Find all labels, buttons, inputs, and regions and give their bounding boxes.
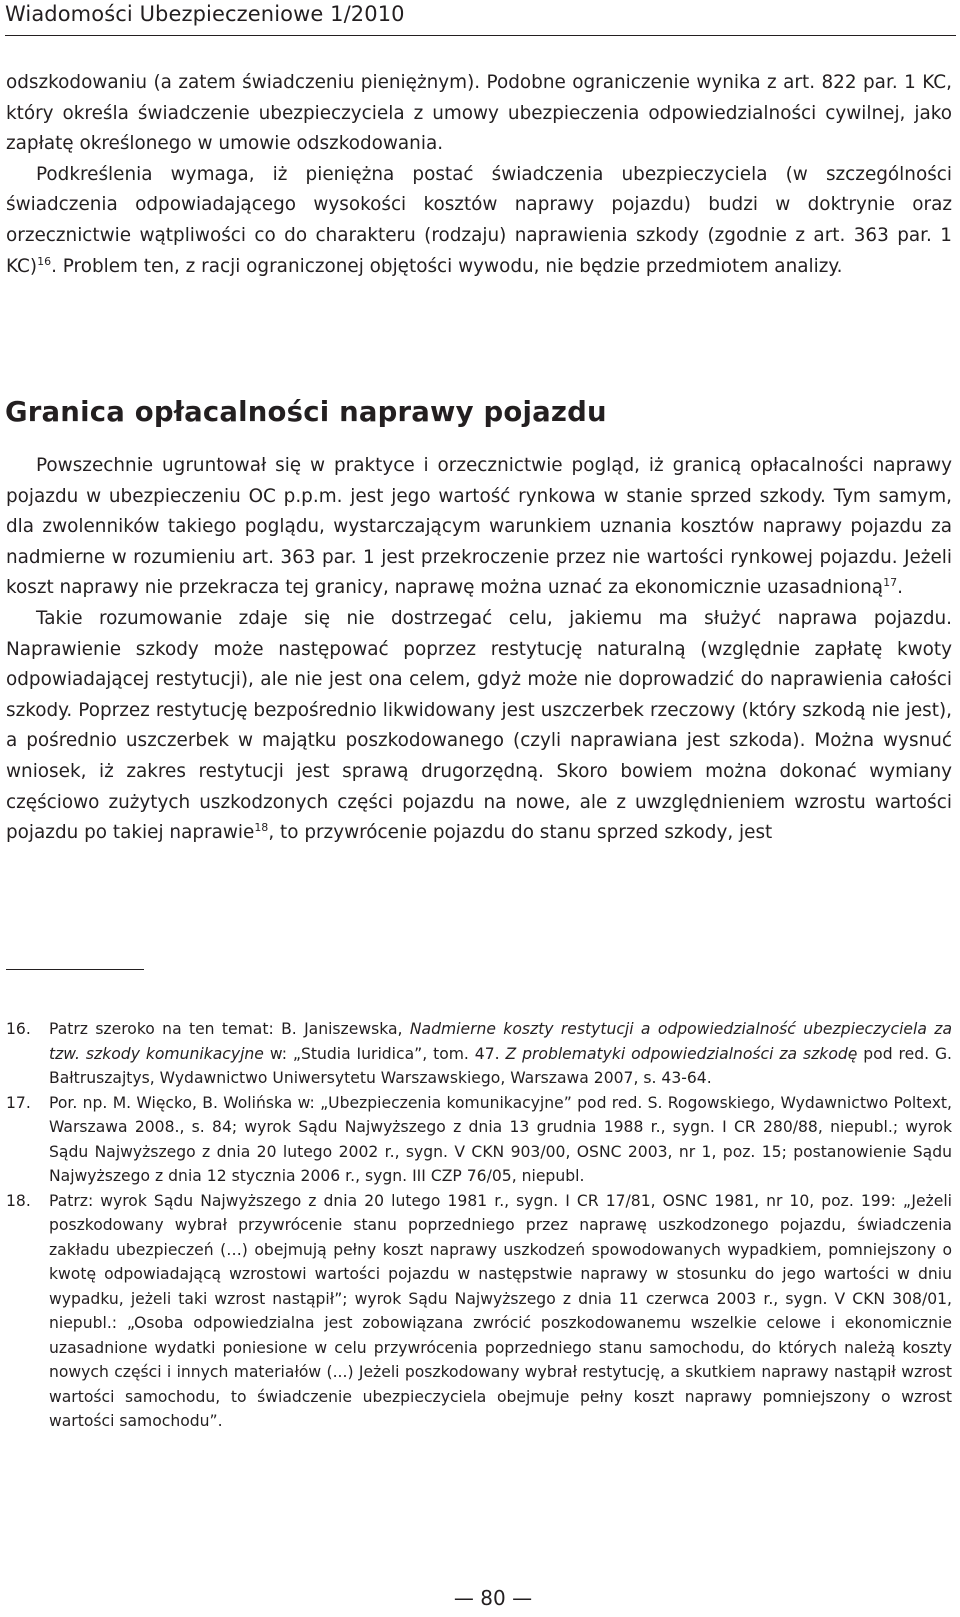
paragraph [6, 604, 952, 849]
footnote-number: 16. [6, 1020, 31, 1038]
footnote-title: Z problematyki odpowiedzialności za szkodę [505, 1044, 858, 1063]
paragraph [6, 68, 952, 160]
page-number: — 80 — [453, 1586, 533, 1610]
section-heading: Granica opłacalności naprawy pojazdu [5, 396, 607, 428]
footnote-number: 18. [6, 1191, 31, 1210]
footnote-separator [6, 969, 144, 970]
footnote-text: Patrz szeroko na ten temat: B. Janiszewska, [49, 1020, 410, 1038]
paragraph-text: Powszechnie ugruntował się w praktyce i orzecznictwie pogląd, iż granicą opłacalności naprawy pojazdu w ubezpieczeniu OC p.p.m. jest jego wartość rynkowa w stanie sprzed szkody. Tym samym, dla zwolenników takiego poglądu, wystarczającym warunkiem uznania kosztów naprawy pojazdu za nadmierne w rozumieniu art. 363 par. 1 jest przekroczenie przez nie wartości rynkowej pojazdu. Jeżeli koszt naprawy nie przekracza tej granicy, naprawę można uznać za ekonomicznie uzasadnioną [6, 455, 952, 599]
footnote-ref[interactable]: 17 [883, 576, 898, 590]
footnote-text: Por. np. M. Więcko, B. Wolińska w: „Ubezpieczenia komunikacyjne” pod red. S. Rogowskiego, Wydawnictwo Poltext, Warszawa 2008., s. 84; wyrok Sądu Najwyższego z dnia 13 grudnia 1988 r., sygn. I CR 280/88, niepubl.; wyrok Sądu Najwyższego z dnia 20 lutego 2002 r., sygn. V CKN 903/00, OSNC 2003, nr 1, poz. 15; postanowienie Sądu Najwyższego z dnia 12 stycznia 2006 r., sygn. III CZP 76/05, niepubl. [49, 1093, 952, 1185]
paragraph-text: Podkreślenia wymaga, iż pieniężna postać świadczenia ubezpieczyciela (w szczególności świadczenia odpowiadającego wysokości kosztów naprawy pojazdu) budzi w doktrynie oraz orzecznictwie wątpliwości co do charakteru (rodzaju) naprawienia szkody (zgodnie z art. 363 par. 1 KC) [6, 163, 952, 277]
footnote-text: Patrz: wyrok Sądu Najwyższego z dnia 20 lutego 1981 r., sygn. I CR 17/81, OSNC 1981, nr 10, poz. 199: „Jeżeli poszkodowany wybrał przywrócenie stanu poprzedniego przez naprawę uszkodzonego pojazdu, świadczenia zakładu ubezpieczeń (…) obejmują pełny koszt naprawy uszkodzeń spowodowanych wypadkiem, pomniejszony o kwotę odpowiadającą wzrostowi wartości pojazdu w następstwie naprawy w stosunku do jego wartości w dniu wypadku, jeżeli taki wzrost nastąpił”; wyrok Sądu Najwyższego z dnia 11 czerwca 2003 r., sygn. V CKN 308/01, niepubl.: „Osoba odpowiedzialna jest zobowiązana zwrócić poszkodowanemu wszelkie celowe i ekonomicznie uzasadnione wydatki poniesione w celu przywrócenia poprzedniego stanu samochodu, do których należą koszty nowych części i innych materiałów (...) Jeżeli poszkodowany wybrał restytucję, a skutkiem naprawy nastąpił wzrost wartości samochodu, to świadczenie ubezpieczyciela obejmuje pełny koszt naprawy pomniejszony o wzrost wartości samochodu”. [49, 1191, 952, 1430]
paragraph-text: Takie rozumowanie zdaje się nie dostrzegać celu, jakiemu ma służyć naprawa pojazdu. Naprawienie szkody może następować poprzez restytucję naturalną (względnie zapłatę kwoty odpowiadającej restytucji), ale nie jest ona celem, gdyż może nie doprowadzić do naprawienia całości szkody. Poprzez restytucję bezpośrednio likwidowany jest uszczerbek rzeczowy (który szkodą nie jest), a pośrednio uszczerbek w majątku poszkodowanego (czyli naprawiana jest szkoda). Można wysnuć wniosek, iż zakres restytucji jest sprawą drugorzędną. Skoro bowiem można dokonać wymiany częściowo zużytych uszkodzonych części pojazdu na nowe, ale z uwzględnieniem wzrostu wartości pojazdu po takiej naprawie [6, 607, 952, 844]
header-rule [5, 35, 956, 36]
footnote-17 [6, 1091, 952, 1189]
journal-title: Wiadomości Ubezpieczeniowe 1/2010 [5, 2, 405, 26]
paragraph-text: odszkodowaniu (a zatem świadczeniu pieniężnym). Podobne ograniczenie wynika z art. 822 par. 1 KC, który określa świadczenie ubezpieczyciela z umowy ubezpieczenia odpowiedzialności cywilnej, jako zapłatę określonego w umowie odszkodowania. [6, 72, 952, 155]
footnote-text: w: „Studia Iuridica”, tom. 47. [263, 1044, 506, 1063]
running-header [5, 0, 955, 40]
footnote-number: 17. [6, 1093, 31, 1112]
footnotes [6, 1017, 952, 1434]
footnote-ref[interactable]: 18 [254, 821, 269, 834]
footnote-16 [6, 1017, 952, 1091]
section-body [6, 451, 952, 849]
footnote-title: Nadmierne koszty restytucji a odpowiedzialność ubezpieczyciela za tzw. szkody komunikacyjne [49, 1020, 953, 1063]
section-intro [6, 68, 952, 282]
footnote-ref[interactable]: 16 [37, 254, 52, 268]
paragraph [6, 160, 952, 282]
paragraph [6, 451, 952, 604]
footnote-18 [6, 1189, 952, 1434]
paragraph-text: . [897, 577, 903, 599]
paragraph-text: , to przywrócenie pojazdu do stanu sprzed szkody, jest [268, 822, 773, 844]
paragraph-text: . Problem ten, z racji ograniczonej objętości wywodu, nie będzie przedmiotem analizy. [51, 255, 843, 277]
footnote-text: pod red. G. Bałtruszajtys, Wydawnictwo Uniwersytetu Warszawskiego, Warszawa 2007, s. 43-64. [49, 1044, 952, 1087]
